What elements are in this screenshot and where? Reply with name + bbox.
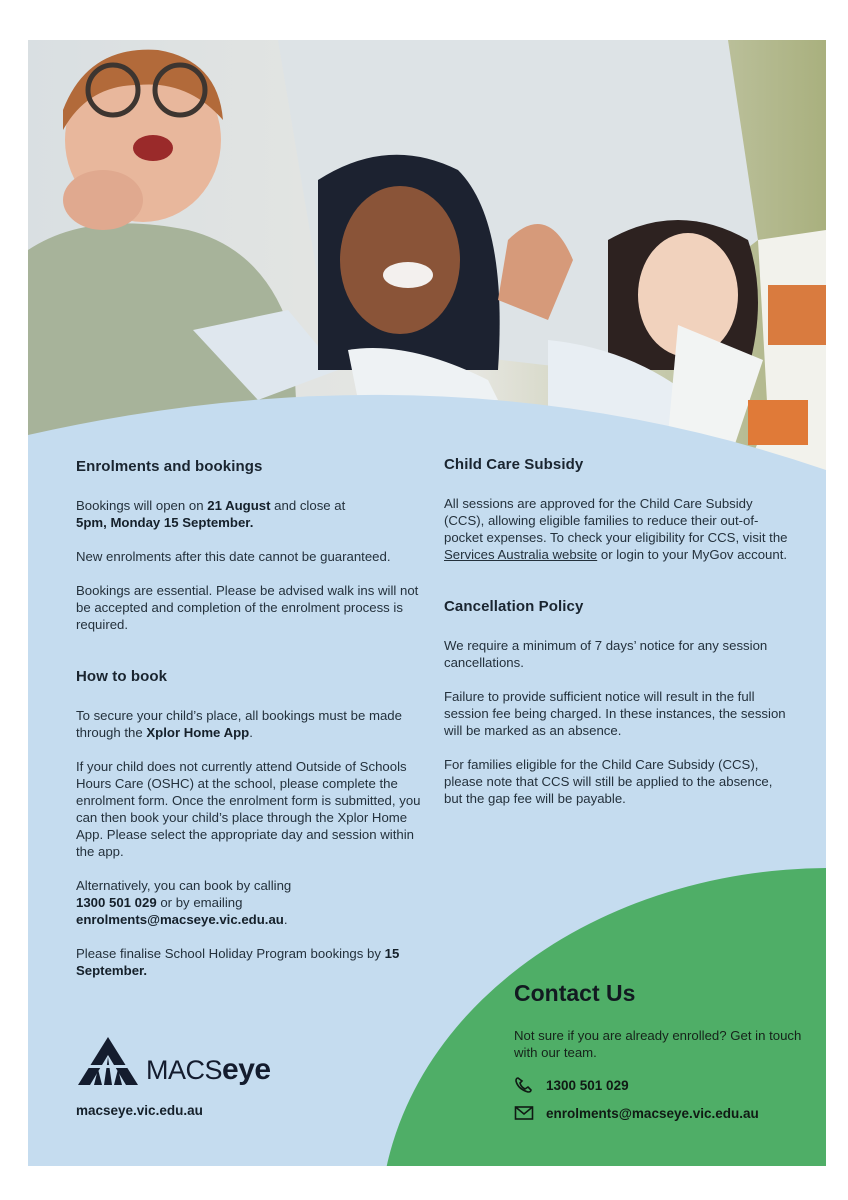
cancellation-ccs: For families eligible for the Child Care Subsidy (CCS), please note that CCS will still be applied to the absence, but the gap fee will be payable. xyxy=(444,757,773,806)
contact-section xyxy=(514,980,824,1133)
left-column xyxy=(76,458,421,996)
how-to-book-app: To secure your child’s place, all bookings must be made through the Xplor Home App. xyxy=(76,708,402,740)
cancellation-heading: Cancellation Policy xyxy=(444,598,584,615)
how-to-book-holiday: Please finalise School Holiday Program bookings by 15 September. xyxy=(76,946,400,978)
enrolments-essential: Bookings are essential. Please be advised walk ins will not be accepted and completion of the enrolment process is required. xyxy=(76,583,419,632)
how-to-book-alternative: Alternatively, you can book by calling 1300 501 029 or by emailing enrolments@macseye.vic.edu.au. xyxy=(76,878,292,927)
right-column xyxy=(444,456,789,824)
ccs-text: All sessions are approved for the Child Care Subsidy (CCS), allowing eligible families to reduce their out-of-pocket expenses. To check your eligibility for CCS, visit the Services Australia website or login to your MyGov account. xyxy=(444,496,788,562)
how-to-book-oshc: If your child does not currently attend Outside of Schools Hours Care (OSHC) at the school, please complete the enrolment form. Once the enrolment form is submitted, you can then book your child’s place through the Xplor Home App. Please select the appropriate day and session within the app. xyxy=(76,759,421,859)
how-to-book-heading: How to book xyxy=(76,668,168,685)
website-url[interactable]: macseye.vic.edu.au xyxy=(76,1103,203,1118)
cancellation-fee: Failure to provide sufficient notice will result in the full session fee being charged. In these instances, the session will be marked as an absence. xyxy=(444,689,786,738)
contact-email[interactable]: enrolments@macseye.vic.edu.au xyxy=(514,1105,824,1121)
flyer-page xyxy=(28,40,826,1166)
macseye-logo-icon xyxy=(76,1035,140,1087)
contact-phone[interactable]: 1300 501 029 xyxy=(514,1077,824,1093)
macseye-wordmark: MACSeye xyxy=(146,1053,271,1086)
enrolments-heading: Enrolments and bookings xyxy=(76,458,263,475)
services-australia-link[interactable]: Services Australia website xyxy=(444,547,598,562)
mail-icon xyxy=(514,1105,534,1121)
contact-heading: Contact Us xyxy=(514,980,636,1006)
ccs-heading: Child Care Subsidy xyxy=(444,456,584,473)
enrolments-dates: Bookings will open on 21 August and close at 5pm, Monday 15 September. xyxy=(76,498,346,530)
contact-text: Not sure if you are already enrolled? Get in touch with our team. xyxy=(514,1028,802,1060)
enrolments-note: New enrolments after this date cannot be guaranteed. xyxy=(76,549,391,564)
macseye-logo xyxy=(76,1035,306,1090)
cancellation-notice: We require a minimum of 7 days’ notice for any session cancellations. xyxy=(444,638,768,670)
phone-icon xyxy=(514,1077,534,1093)
